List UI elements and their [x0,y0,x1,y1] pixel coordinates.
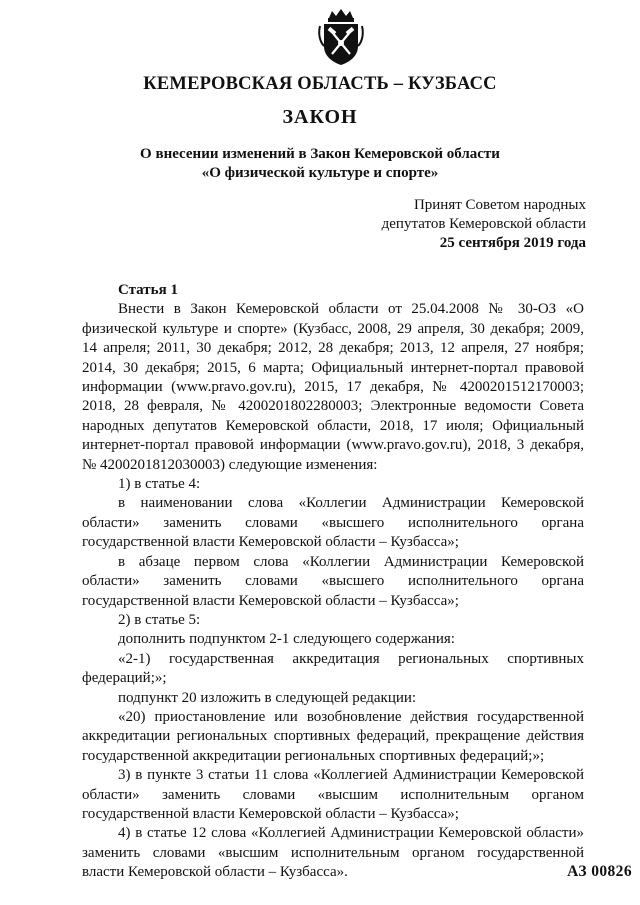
adoption-block [382,196,586,253]
paragraph: Внести в Закон Кемеровской области от 25.04.2008 № 30-ОЗ «О физической культуре и спорте» (Кузбасс, 2008, 29 апреля, 30 декабря; 2009, 14 апреля; 2011, 30 декабря; 2012, 28 декабря; 2013, 12 апреля, 27 ноября; 2014, 30 декабря; 2015, 6 марта; Официальный интернет-портал правовой информации (www.pravo.gov.ru), 2015, 17 декабря, № 4200201512170003; 2018, 28 февраля, № 4200201802280003; Электронные ведомости Совета народных депутатов Кемеровской области, 2018, 17 июля; Официальный интернет-портал правовой информации (www.pravo.gov.ru), 2018, 3 декабря, № 4200201812030003) следующие изменения: [82,301,584,473]
subject-line-2: «О физической культуре и спорте» [201,165,439,181]
paragraph: 4) в статье 12 слова «Коллегией Администрации Кемеровской области» заменить словами «высшим исполнительным органом государственной власти Кемеровской области – Кузбасса». [82,825,584,881]
article-heading: Статья 1 [118,282,178,298]
subject-line-1: О внесении изменений в Закон Кемеровской области [140,146,500,162]
paragraph: в наименовании слова «Коллегии Администрации Кемеровской области» заменить словами «высшего исполнительного органа государственной власти Кемеровской области – Кузбасса»; [82,495,584,551]
adoption-date: 25 сентября 2019 года [439,235,586,251]
paragraph: 3) в пункте 3 статьи 11 слова «Коллегией Администрации Кемеровской области» заменить словами «высшим исполнительным органом государственной власти Кемеровской области – Кузбасса»; [82,767,584,822]
adopted-line-1: Принят Советом народных [413,197,586,213]
region-title: КЕМЕРОВСКАЯ ОБЛАСТЬ – КУЗБАСС [143,74,497,94]
paragraph: 1) в статье 4: [118,476,201,493]
paragraph: подпункт 20 изложить в следующей редакции: [118,689,417,706]
law-subject [0,145,640,183]
document-type: ЗАКОН [282,106,358,128]
paragraph: дополнить подпунктом 2-1 следующего содержания: [118,631,455,648]
paragraph: «2-1) государственная аккредитация региональных спортивных федераций;»; [82,650,584,687]
document-code: АЗ 00826 [567,863,632,880]
coat-of-arms-icon [318,8,364,66]
article-body [82,281,584,883]
adopted-line-2: депутатов Кемеровской области [381,216,586,232]
paragraph: в абзаце первом слова «Коллегии Администрации Кемеровской области» заменить словами «высшего исполнительного органа государственной власти Кемеровской области – Кузбасса»; [82,553,584,609]
paragraph: 2) в статье 5: [118,611,201,628]
paragraph: «20) приостановление или возобновление действия государственной аккредитации региональных спортивных федераций, прекращение действия государственной аккредитации региональных спортивных федераций;»; [82,708,584,764]
